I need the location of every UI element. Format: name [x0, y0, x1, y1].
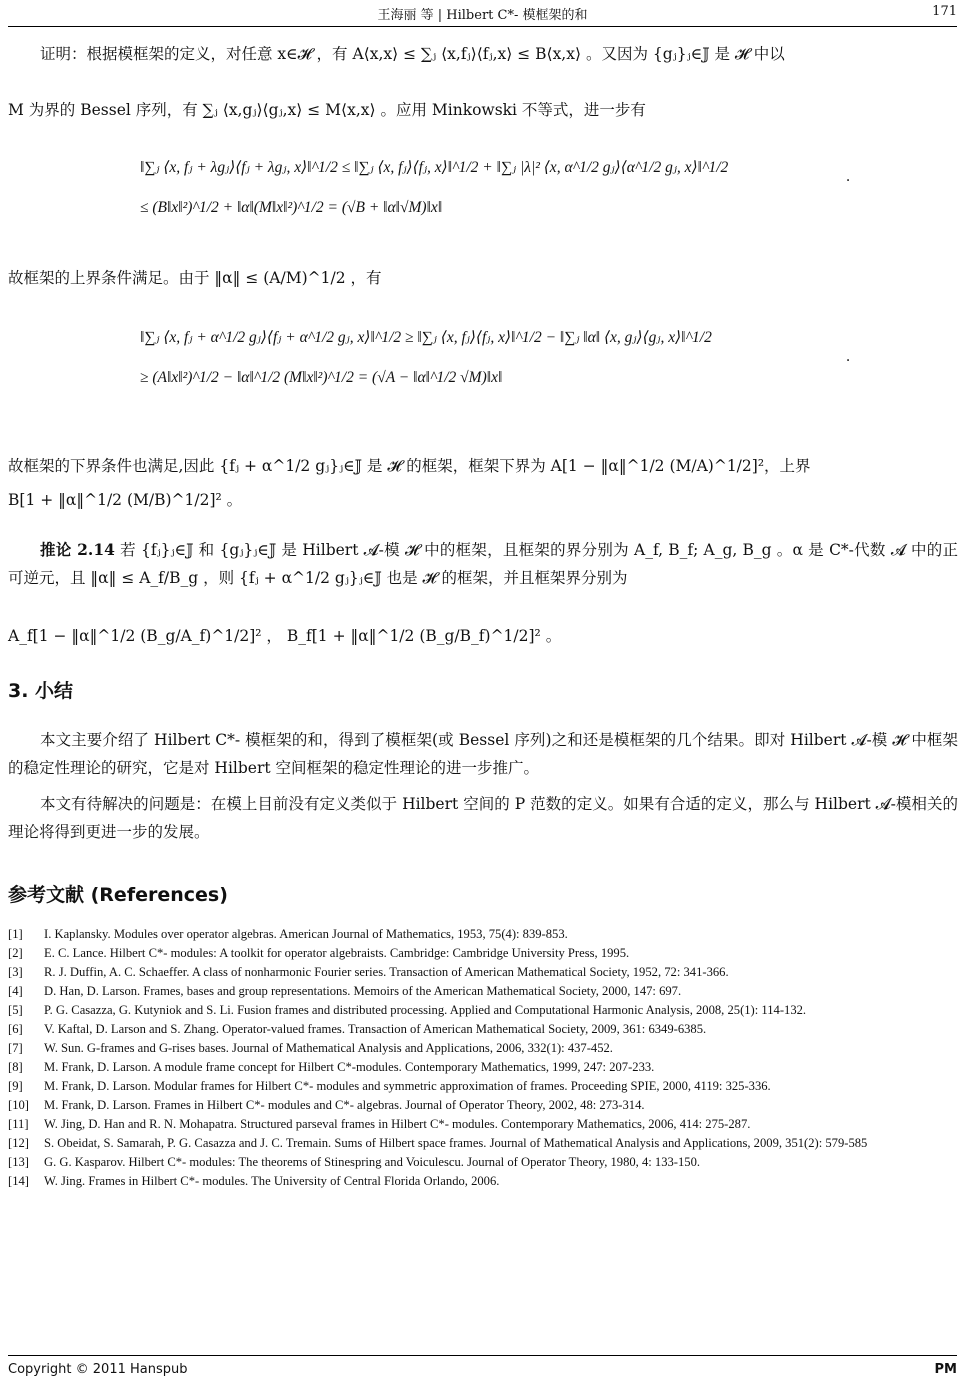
corollary-2-14 — [8, 536, 958, 592]
equation-upper-bound — [140, 148, 850, 228]
proof-paragraph-4: 故框架的下界条件也满足,因此 {fⱼ + α^1/2 gⱼ}ⱼ∈𝕁 是 𝓗 的框架，框架下界为 A[1 − ‖α‖^1/2 (M/A)^1/2]²，上界 — [8, 457, 811, 475]
equation-lower-bound — [140, 318, 850, 398]
reference-text: S. Obeidat, S. Samarah, P. G. Casazza and J. C. Tremain. Sums of Hilbert space frames. Journal of Mathematical Analysis and Applications, 2009, 351(2): 579-585 — [44, 1136, 868, 1150]
reference-text: I. Kaplansky. Modules over operator algebras. American Journal of Mathematics, 1953, 75(4): 839-853. — [44, 927, 568, 941]
equation-line: ‖∑ⱼ ⟨x, fⱼ + λgⱼ⟩⟨fⱼ + λgⱼ, x⟩‖^1/2 ≤ ‖∑ⱼ ⟨x, fⱼ⟩⟨fⱼ, x⟩‖^1/2 + ‖∑ⱼ |λ|² ⟨x, α^1/2 gⱼ⟩⟨α^1/2 gⱼ, x⟩‖^1/2 — [140, 159, 729, 176]
page-number: 171 — [932, 4, 957, 19]
reference-item — [8, 1134, 958, 1153]
proof-paragraph-2: M 为界的 Bessel 序列，有 ∑ⱼ ⟨x,gⱼ⟩⟨gⱼ,x⟩ ≤ M⟨x,x⟩ 。应用 Minkowski 不等式，进一步有 — [8, 101, 646, 119]
reference-number: [8] — [8, 1060, 23, 1074]
reference-text: M. Frank, D. Larson. A module frame concept for Hilbert C*-modules. Contemporary Mathematics, 1999, 247: 207-233. — [44, 1060, 655, 1074]
reference-text: V. Kaftal, D. Larson and S. Zhang. Operator-valued frames. Transaction of American Mathematical Society, 2009, 361: 6349-6385. — [44, 1022, 707, 1036]
reference-number: [12] — [8, 1136, 29, 1150]
reference-item — [8, 1153, 958, 1172]
reference-text: P. G. Casazza, G. Kutyniok and S. Li. Fusion frames and distributed processing. Applied and Computational Harmonic Analysis, 2008, 25(1): 114-132. — [44, 1003, 807, 1017]
reference-text: W. Jing. Frames in Hilbert C*- modules. The University of Central Florida Orlando, 2006. — [44, 1174, 500, 1188]
reference-number: [3] — [8, 965, 23, 979]
reference-text: D. Han, D. Larson. Frames, bases and group representations. Memoirs of the American Mathematical Society, 2000, 147: 697. — [44, 984, 682, 998]
reference-item — [8, 1058, 958, 1077]
equation-period: . — [846, 168, 850, 185]
reference-number: [5] — [8, 1003, 23, 1017]
journal-abbr: PM — [934, 1362, 957, 1377]
reference-item — [8, 1020, 958, 1039]
reference-text: M. Frank, D. Larson. Frames in Hilbert C*- modules and C*- algebras. Journal of Operator Theory, 2002, 48: 273-314. — [44, 1098, 645, 1112]
reference-text: M. Frank, D. Larson. Modular frames for Hilbert C*- modules and symmetric approximation of frames. Proceeding SPIE, 2000, 4119: 325-336. — [44, 1079, 771, 1093]
reference-item — [8, 1172, 958, 1191]
page-footer — [8, 1355, 957, 1382]
proof-paragraph-3: 故框架的上界条件满足。由于 ‖α‖ ≤ (A/M)^1/2 ，有 — [8, 269, 382, 287]
proof-paragraph-1: 证明：根据模框架的定义，对任意 x∈𝓗 ，有 A⟨x,x⟩ ≤ ∑ⱼ ⟨x,fⱼ⟩⟨fⱼ,x⟩ ≤ B⟨x,x⟩ 。又因为 {gⱼ}ⱼ∈𝕁 是 𝓗 中以 — [40, 45, 785, 63]
reference-number: [4] — [8, 984, 23, 998]
reference-item — [8, 1001, 958, 1020]
reference-number: [2] — [8, 946, 23, 960]
reference-item — [8, 1115, 958, 1134]
copyright: Copyright © 2011 Hanspub — [8, 1362, 188, 1377]
reference-item — [8, 982, 958, 1001]
reference-number: [14] — [8, 1174, 29, 1188]
equation-line: ≥ (A‖x‖²)^1/2 − ‖α‖^1/2 (M‖x‖²)^1/2 = (√A − ‖α‖^1/2 √M)‖x‖ — [140, 369, 503, 386]
section-title: 3. 小结 — [8, 680, 74, 702]
corollary-label: 推论 2.14 — [40, 540, 115, 559]
proof-paragraph-4b: B[1 + ‖α‖^1/2 (M/B)^1/2]² 。 — [8, 491, 243, 509]
reference-text: G. G. Kasparov. Hilbert C*- modules: The theorems of Stinespring and Voiculescu. Journal of Operator Theory, 1980, 4: 133-150. — [44, 1155, 701, 1169]
reference-item — [8, 944, 958, 963]
summary-paragraph-2: 本文有待解决的问题是：在模上目前没有定义类似于 Hilbert 空间的 P 范数的定义。如果有合适的定义，那么与 Hilbert 𝓐-模相关的理论将得到更进一步的发展。 — [8, 795, 958, 841]
reference-list — [8, 925, 958, 1191]
reference-text: W. Sun. G-frames and G-rises bases. Journal of Mathematical Analysis and Applications, 2006, 332(1): 437-452. — [44, 1041, 613, 1055]
reference-item — [8, 1077, 958, 1096]
reference-number: [10] — [8, 1098, 29, 1112]
reference-number: [1] — [8, 927, 23, 941]
reference-number: [7] — [8, 1041, 23, 1055]
reference-number: [11] — [8, 1117, 29, 1131]
equation-period: . — [846, 348, 850, 365]
equation-line: ≤ (B‖x‖²)^1/2 + ‖α‖(M‖x‖²)^1/2 = (√B + ‖α‖√M)‖x‖ — [140, 199, 443, 216]
running-title: 王海丽 等 | Hilbert C*- 模框架的和 — [377, 8, 588, 23]
references-title: 参考文献 (References) — [8, 884, 228, 906]
reference-number: [13] — [8, 1155, 29, 1169]
corollary-text: 若 {fⱼ}ⱼ∈𝕁 和 {gⱼ}ⱼ∈𝕁 是 Hilbert 𝓐-模 𝓗 中的框架，且框架的界分别为 A_f, B_f; A_g, B_g 。α 是 C*-代数 𝓐 中的正可逆元，且 ‖α‖ ≤ A_f/B_g ，则 {fⱼ + α^1/2 gⱼ}ⱼ∈𝕁 也是 𝓗 的框架，并且框架界分别为 — [8, 541, 958, 587]
reference-item — [8, 925, 958, 944]
reference-number: [6] — [8, 1022, 23, 1036]
corollary-bounds: A_f[1 − ‖α‖^1/2 (B_g/A_f)^1/2]² ， B_f[1 + ‖α‖^1/2 (B_g/B_f)^1/2]² 。 — [8, 627, 562, 645]
reference-number: [9] — [8, 1079, 23, 1093]
reference-text: R. J. Duffin, A. C. Schaeffer. A class of nonharmonic Fourier series. Transaction of American Mathematical Society, 1952, 72: 341-366. — [44, 965, 729, 979]
reference-item — [8, 1039, 958, 1058]
running-header — [8, 0, 957, 27]
reference-item — [8, 1096, 958, 1115]
reference-item — [8, 963, 958, 982]
reference-text: W. Jing, D. Han and R. N. Mohapatra. Structured parseval frames in Hilbert C*- modules. Contemporary Mathematics, 2006, 414: 275-287. — [44, 1117, 751, 1131]
summary-paragraph-1: 本文主要介绍了 Hilbert C*- 模框架的和，得到了模框架(或 Bessel 序列)之和还是模框架的几个结果。即对 Hilbert 𝓐-模 𝓗 中框架的稳定性理论的研究，它是对 Hilbert 空间框架的稳定性理论的进一步推广。 — [8, 731, 958, 777]
equation-line: ‖∑ⱼ ⟨x, fⱼ + α^1/2 gⱼ⟩⟨fⱼ + α^1/2 gⱼ, x⟩‖^1/2 ≥ ‖∑ⱼ ⟨x, fⱼ⟩⟨fⱼ, x⟩‖^1/2 − ‖∑ⱼ ‖α‖ ⟨x, gⱼ⟩⟨gⱼ, x⟩‖^1/2 — [140, 329, 712, 346]
reference-text: E. C. Lance. Hilbert C*- modules: A toolkit for operator algebraists. Cambridge: Cambridge University Press, 1995. — [44, 946, 630, 960]
